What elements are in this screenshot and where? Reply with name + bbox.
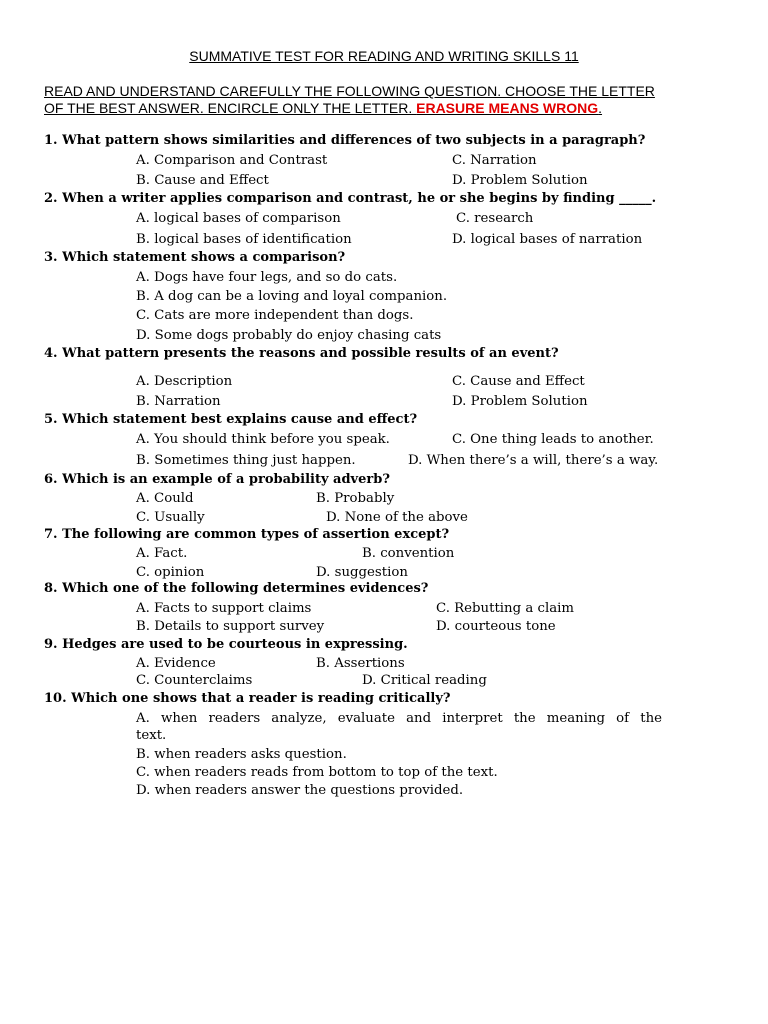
question-1-option-a[interactable]: A. Comparison and Contrast: [136, 153, 328, 168]
question-8-option-a[interactable]: A. Facts to support claims: [136, 601, 312, 616]
question-3: 3. Which statement shows a comparison?: [44, 250, 346, 265]
question-10-option-a[interactable]: A. when readers analyze, evaluate and interpret the meaning of the: [136, 711, 662, 726]
question-2-option-a[interactable]: A. logical bases of comparison: [136, 211, 341, 226]
page-title: SUMMATIVE TEST FOR READING AND WRITING SKILLS 11: [189, 48, 579, 64]
question-9: 9. Hedges are used to be courteous in expressing.: [44, 637, 408, 652]
question-8: 8. Which one of the following determines evidences?: [44, 581, 429, 596]
question-6-option-c[interactable]: C. Usually: [136, 510, 205, 525]
question-8-option-b[interactable]: B. Details to support survey: [136, 619, 325, 634]
question-1-option-c[interactable]: C. Narration: [452, 153, 537, 168]
question-1-option-d[interactable]: D. Problem Solution: [452, 173, 588, 188]
question-5-option-a[interactable]: A. You should think before you speak.: [136, 432, 390, 447]
question-4-option-b[interactable]: B. Narration: [136, 394, 221, 409]
question-10-option-a-continued: text.: [136, 728, 167, 743]
instructions-text: OF THE BEST ANSWER. ENCIRCLE ONLY THE LETTER.: [44, 100, 417, 116]
question-7-option-c[interactable]: C. opinion: [136, 565, 205, 580]
question-9-option-c[interactable]: C. Counterclaims: [136, 673, 253, 688]
question-9-option-a[interactable]: A. Evidence: [136, 656, 216, 671]
question-6-option-a[interactable]: A. Could: [136, 491, 194, 506]
question-8-option-c[interactable]: C. Rebutting a claim: [436, 601, 574, 616]
question-2-option-d[interactable]: D. logical bases of narration: [452, 232, 643, 247]
question-5-option-c[interactable]: C. One thing leads to another.: [452, 432, 654, 447]
question-1: 1. What pattern shows similarities and differences of two subjects in a paragraph?: [44, 133, 646, 148]
question-6: 6. Which is an example of a probability adverb?: [44, 472, 390, 487]
question-9-option-d[interactable]: D. Critical reading: [362, 673, 487, 688]
question-2-option-b[interactable]: B. logical bases of identification: [136, 232, 352, 247]
question-10: 10. Which one shows that a reader is reading critically?: [44, 691, 451, 706]
question-4-option-a[interactable]: A. Description: [136, 374, 233, 389]
question-2-option-c[interactable]: C. research: [456, 211, 534, 226]
question-5: 5. Which statement best explains cause and effect?: [44, 412, 418, 427]
question-6-option-d[interactable]: D. None of the above: [326, 510, 468, 525]
question-2: 2. When a writer applies comparison and contrast, he or she begins by finding _____.: [44, 191, 657, 206]
question-7-option-b[interactable]: B. convention: [362, 546, 455, 561]
question-10-option-b[interactable]: B. when readers asks question.: [136, 747, 347, 762]
instructions-line-1: READ AND UNDERSTAND CAREFULLY THE FOLLOWING QUESTION. CHOOSE THE LETTER: [44, 83, 655, 99]
question-10-option-c[interactable]: C. when readers reads from bottom to top of the text.: [136, 765, 498, 780]
question-5-option-d[interactable]: D. When there’s a will, there’s a way.: [408, 453, 659, 468]
question-4-option-c[interactable]: C. Cause and Effect: [452, 374, 585, 389]
question-3-option-c[interactable]: C. Cats are more independent than dogs.: [136, 308, 414, 323]
instructions-line-2: [44, 100, 602, 116]
question-7-option-a[interactable]: A. Fact.: [136, 546, 188, 561]
question-7-option-d[interactable]: D. suggestion: [316, 565, 408, 580]
question-3-option-a[interactable]: A. Dogs have four legs, and so do cats.: [136, 270, 398, 285]
question-4: 4. What pattern presents the reasons and possible results of an event?: [44, 346, 559, 361]
question-8-option-d[interactable]: D. courteous tone: [436, 619, 556, 634]
question-5-option-b[interactable]: B. Sometimes thing just happen.: [136, 453, 356, 468]
question-3-option-b[interactable]: B. A dog can be a loving and loyal companion.: [136, 289, 448, 304]
erasure-warning: ERASURE MEANS WRONG: [416, 100, 599, 116]
question-3-option-d[interactable]: D. Some dogs probably do enjoy chasing cats: [136, 328, 442, 343]
question-9-option-b[interactable]: B. Assertions: [316, 656, 405, 671]
question-10-option-d[interactable]: D. when readers answer the questions provided.: [136, 783, 464, 798]
question-6-option-b[interactable]: B. Probably: [316, 491, 395, 506]
instructions-period: .: [598, 100, 603, 116]
question-7: 7. The following are common types of assertion except?: [44, 527, 450, 542]
question-1-option-b[interactable]: B. Cause and Effect: [136, 173, 269, 188]
question-4-option-d[interactable]: D. Problem Solution: [452, 394, 588, 409]
